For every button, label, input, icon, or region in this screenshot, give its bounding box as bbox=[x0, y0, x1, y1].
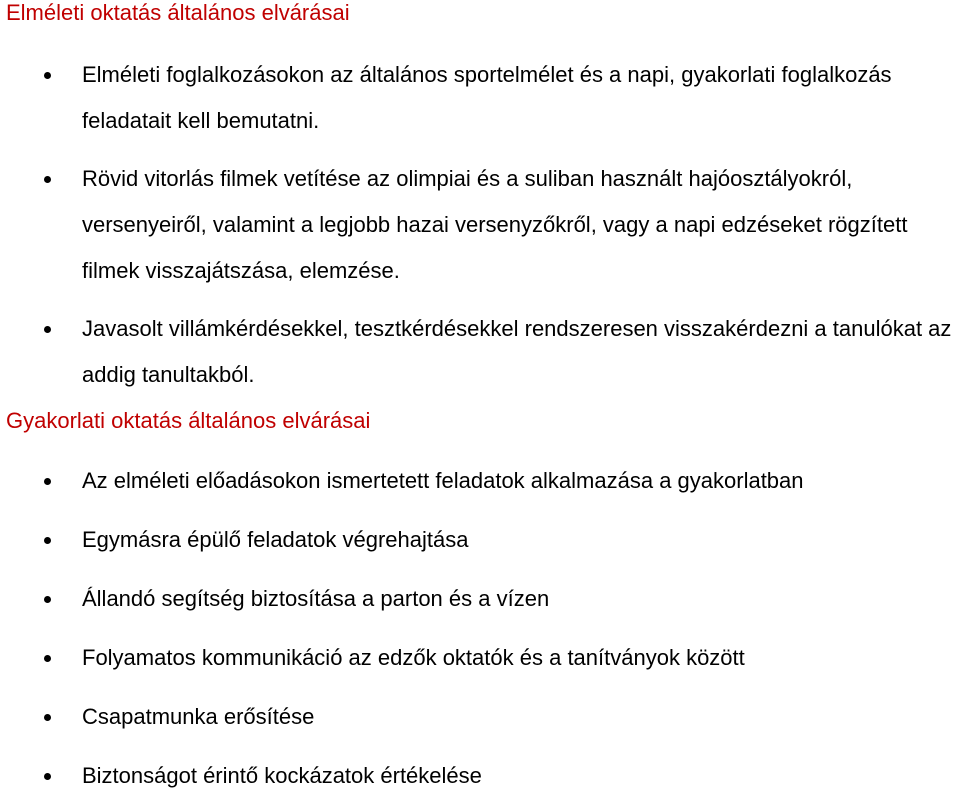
list-item-text: Az elméleti előadásokon ismertetett feladatok alkalmazása a gyakorlatban bbox=[82, 468, 804, 493]
list-item bbox=[0, 468, 960, 494]
bullet-dot-icon bbox=[44, 72, 51, 79]
list-item-text: Egymásra épülő feladatok végrehajtása bbox=[82, 527, 469, 552]
theory-bullet-list bbox=[0, 52, 960, 398]
bullet-dot-icon bbox=[44, 326, 51, 333]
list-item-text: Javasolt villámkérdésekkel, tesztkérdésekkel rendszeresen visszakérdezni a tanulókat az addig tanultakból. bbox=[82, 316, 952, 387]
list-item bbox=[0, 52, 960, 144]
list-item bbox=[0, 306, 960, 398]
list-item-text: Csapatmunka erősítése bbox=[82, 704, 315, 729]
bullet-dot-icon bbox=[44, 537, 51, 544]
list-item bbox=[0, 645, 960, 671]
list-item-text: Folyamatos kommunikáció az edzők oktatók és a tanítványok között bbox=[82, 645, 745, 670]
bullet-dot-icon bbox=[44, 714, 51, 721]
list-item bbox=[0, 586, 960, 612]
bullet-dot-icon bbox=[44, 655, 51, 662]
list-item bbox=[0, 156, 960, 294]
list-item-text: Rövid vitorlás filmek vetítése az olimpiai és a suliban használt hajóosztályokról, versenyeiről, valamint a legjobb hazai versenyzőkről, vagy a napi edzéseket rögzített filmek visszajátszása, elemzése. bbox=[82, 166, 908, 283]
list-item bbox=[0, 527, 960, 553]
list-item bbox=[0, 763, 960, 789]
bullet-dot-icon bbox=[44, 478, 51, 485]
list-item-text: Biztonságot érintő kockázatok értékelése bbox=[82, 763, 482, 788]
bullet-dot-icon bbox=[44, 596, 51, 603]
list-item-text: Állandó segítség biztosítása a parton és a vízen bbox=[82, 586, 550, 611]
practice-bullet-list bbox=[0, 468, 960, 789]
bullet-dot-icon bbox=[44, 176, 51, 183]
section-heading-theory: Elméleti oktatás általános elvárásai bbox=[6, 0, 350, 25]
list-item-text: Elméleti foglalkozásokon az általános sportelmélet és a napi, gyakorlati foglalkozás feladatait kell bemutatni. bbox=[82, 62, 892, 133]
list-item bbox=[0, 704, 960, 730]
bullet-dot-icon bbox=[44, 773, 51, 780]
section-heading-practice: Gyakorlati oktatás általános elvárásai bbox=[6, 408, 371, 433]
